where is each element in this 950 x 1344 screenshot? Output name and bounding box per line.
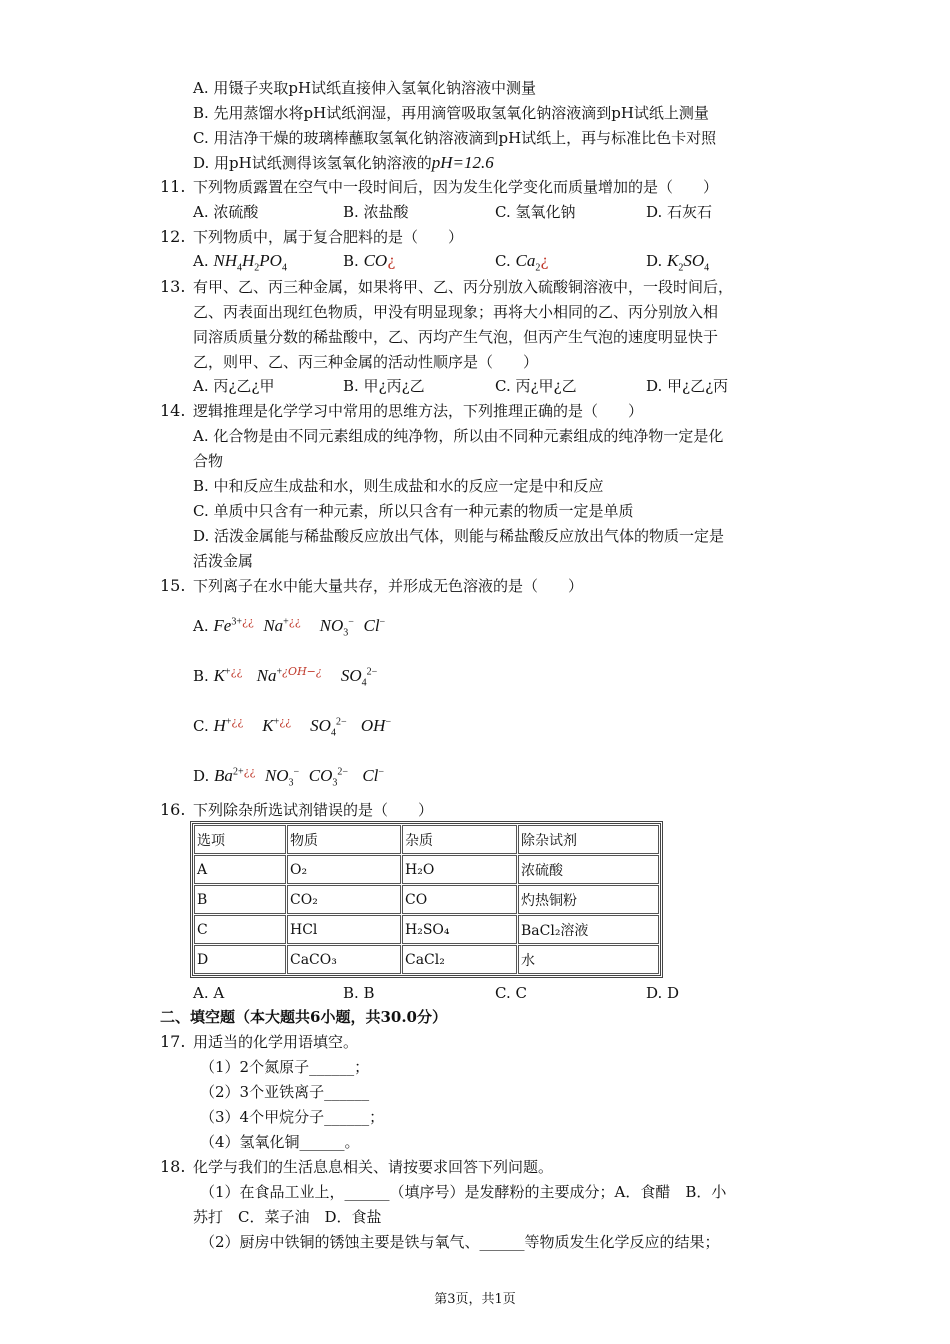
q18-part-1-line2: 苏打 C．菜子油 D．食盐 xyxy=(193,1208,382,1226)
q13-line-1: 有甲、乙、丙三种金属，如果将甲、乙、丙分别放入硫酸铜溶液中，一段时间后， xyxy=(193,278,734,296)
q13-number: 13. xyxy=(160,277,186,296)
q16-number: 16. xyxy=(160,800,186,819)
table-header-cell: 除杂试剂 xyxy=(518,825,659,854)
q15-option-c xyxy=(193,712,391,743)
table-cell: H₂SO₄ xyxy=(402,915,517,944)
q14-option-a-line1: A. 化合物是由不同元素组成的纯净物，所以由不同种元素组成的纯净物一定是化 xyxy=(193,427,724,445)
page-footer: 第3页，共1页 xyxy=(434,1292,516,1307)
table-header-cell: 选项 xyxy=(194,825,286,854)
charge: + xyxy=(225,716,232,728)
garbled-char: ¿ xyxy=(540,252,549,270)
q14-option-a-line2: 合物 xyxy=(193,452,224,470)
q15-option-c-label: C. xyxy=(193,717,209,735)
q12-option-b xyxy=(343,251,395,271)
charge: 2− xyxy=(366,666,378,678)
q16-option-c: C. C xyxy=(495,984,527,1002)
q17-stem: 用适当的化学用语填空。 xyxy=(193,1033,359,1051)
ion: NO xyxy=(264,766,289,785)
subscript: 4 xyxy=(361,677,367,689)
q15-option-b xyxy=(193,662,377,693)
table-cell: 灼热铜粉 xyxy=(518,885,659,914)
q17-part-2: （2）3个亚铁离子______ xyxy=(200,1083,370,1101)
formula-part: NH xyxy=(213,251,238,270)
subscript: 4 xyxy=(330,727,336,739)
q12-option-a-label: A. xyxy=(193,252,209,270)
table-cell: CaCl₂ xyxy=(402,945,517,974)
q11-option-c: C. 氢氧化钠 xyxy=(495,203,576,221)
table-cell: B xyxy=(194,885,286,914)
subscript: 4 xyxy=(237,262,243,274)
q18-part-1-line1: （1）在食品工业上，______（填序号）是发酵粉的主要成分；A．食醋 B．小 xyxy=(200,1183,727,1201)
formula-part: Ca xyxy=(515,251,536,270)
garbled-char: ¿¿ xyxy=(241,615,254,628)
q13-option-d: D. 甲¿乙¿丙 xyxy=(646,377,729,395)
table-cell: CaCO₃ xyxy=(287,945,401,974)
subscript: 4 xyxy=(704,262,710,274)
ion: K xyxy=(262,716,274,735)
q15-option-a xyxy=(193,612,385,643)
q16-option-a: A. A xyxy=(193,984,225,1002)
q14-option-b: B. 中和反应生成盐和水，则生成盐和水的反应一定是中和反应 xyxy=(193,477,604,495)
table-header-cell: 物质 xyxy=(287,825,401,854)
q17-part-3: （3）4个甲烷分子______； xyxy=(200,1108,385,1126)
q11-number: 11. xyxy=(160,177,186,196)
q12-option-d xyxy=(646,251,709,278)
garbled-char: ¿¿ xyxy=(279,715,292,728)
subscript: 3 xyxy=(288,777,294,789)
q16-option-b: B. B xyxy=(343,984,375,1002)
charge: + xyxy=(276,666,283,678)
q11-option-b: B. 浓盐酸 xyxy=(343,203,409,221)
formula-part: K xyxy=(667,251,679,270)
q10-option-c: C. 用洁净干燥的玻璃棒蘸取氢氧化钠溶液滴到pH试纸上，再与标准比色卡对照 xyxy=(193,129,717,147)
table-cell: C xyxy=(194,915,286,944)
q12-option-c-label: C. xyxy=(495,252,511,270)
q15-option-d xyxy=(193,762,384,793)
ion: SO xyxy=(310,716,331,735)
q16-option-d: D. D xyxy=(646,984,680,1002)
q13-option-c: C. 丙¿甲¿乙 xyxy=(495,377,577,395)
ion: Cl xyxy=(362,766,379,785)
section-heading: 二、填空题（本大题共6小题，共30.0分） xyxy=(160,1008,447,1026)
charge: + xyxy=(224,666,231,678)
subscript: 2 xyxy=(535,262,541,274)
table-row xyxy=(194,915,659,944)
q13-option-a: A. 丙¿乙¿甲 xyxy=(193,377,275,395)
q13-line-2: 乙、丙表面出现红色物质，甲没有明显现象；再将大小相同的乙、丙分别放入相 xyxy=(193,303,719,321)
table-row xyxy=(194,945,659,974)
q14-option-d-line2: 活泼金属 xyxy=(193,552,254,570)
q11-stem: 下列物质露置在空气中一段时间后，因为发生化学变化而质量增加的是（ ） xyxy=(193,178,719,196)
garbled-char: ¿ xyxy=(315,665,322,678)
q14-option-d-line1: D. 活泼金属能与稀盐酸反应放出气体，则能与稀盐酸反应放出气体的物质一定是 xyxy=(193,527,725,545)
formula-part: H xyxy=(242,251,255,270)
charge: − xyxy=(293,766,300,778)
table-cell: H₂O xyxy=(402,855,517,884)
q12-option-c xyxy=(495,251,548,278)
table-cell: CO₂ xyxy=(287,885,401,914)
ion: Na xyxy=(263,616,284,635)
q11-option-a: A. 浓硫酸 xyxy=(193,203,259,221)
impurity-table xyxy=(190,821,663,978)
q14-number: 14. xyxy=(160,401,186,420)
q14-stem: 逻辑推理是化学学习中常用的思维方法，下列推理正确的是（ ） xyxy=(193,402,644,420)
q15-stem: 下列离子在水中能大量共存，并形成无色溶液的是（ ） xyxy=(193,577,584,595)
formula-part: CO xyxy=(363,251,388,270)
garbled-char: ¿¿ xyxy=(243,765,256,778)
q15-option-a-label: A. xyxy=(193,617,209,635)
garbled-char: ¿OH xyxy=(282,665,307,678)
q15-option-b-label: B. xyxy=(193,667,209,685)
charge: + xyxy=(273,716,280,728)
charge: − xyxy=(378,766,385,778)
q13-option-b: B. 甲¿丙¿乙 xyxy=(343,377,425,395)
ion: OH xyxy=(360,716,386,735)
q10-option-d xyxy=(193,153,494,173)
q14-option-c: C. 单质中只含有一种元素，所以只含有一种元素的物质一定是单质 xyxy=(193,502,634,520)
q12-option-d-label: D. xyxy=(646,252,663,270)
q18-part-2: （2）厨房中铁铜的锈蚀主要是铁与氧气、______等物质发生化学反应的结果； xyxy=(200,1233,720,1251)
q10-option-d-text: D. 用pH试纸测得该氢氧化钠溶液的 xyxy=(193,154,432,172)
q15-number: 15. xyxy=(160,576,186,595)
charge: + xyxy=(283,616,289,628)
q18-stem: 化学与我们的生活息息相关、请按要求回答下列问题。 xyxy=(193,1158,554,1176)
subscript: 3 xyxy=(343,627,349,639)
table-header-cell: 杂质 xyxy=(402,825,517,854)
q17-part-4: （4）氢氧化铜______。 xyxy=(200,1133,360,1151)
q16-stem: 下列除杂所选试剂错误的是（ ） xyxy=(193,801,434,819)
table-row xyxy=(194,885,659,914)
charge: 3+ xyxy=(231,616,242,628)
q17-number: 17. xyxy=(160,1032,186,1051)
table-cell: 浓硫酸 xyxy=(518,855,659,884)
table-cell: CO xyxy=(402,885,517,914)
ion: Ba xyxy=(214,766,233,785)
q13-line-4: 乙，则甲、乙、丙三种金属的活动性顺序是（ ） xyxy=(193,353,539,371)
charge: 2− xyxy=(337,766,348,778)
charge: 2+ xyxy=(232,766,244,778)
table-cell: BaCl₂溶液 xyxy=(518,915,659,944)
ion: Na xyxy=(256,666,277,685)
q11-option-d: D. 石灰石 xyxy=(646,203,713,221)
subscript: 3 xyxy=(332,777,338,789)
q12-option-a xyxy=(193,251,287,278)
q12-stem: 下列物质中，属于复合肥料的是（ ） xyxy=(193,228,464,246)
subscript: 4 xyxy=(281,262,287,274)
subscript: 2 xyxy=(678,262,684,274)
table-header-row xyxy=(194,825,659,854)
ion: CO xyxy=(308,766,333,785)
q10-option-d-math: pH=12.6 xyxy=(431,153,494,172)
q12-number: 12. xyxy=(160,227,186,246)
table-cell: HCl xyxy=(287,915,401,944)
q18-number: 18. xyxy=(160,1157,186,1176)
subscript: 2 xyxy=(254,262,260,274)
formula-part: SO xyxy=(683,251,705,270)
q15-option-d-label: D. xyxy=(193,767,210,785)
ion: Cl xyxy=(363,616,380,635)
formula-part: PO xyxy=(259,251,282,270)
ion: K xyxy=(213,666,225,685)
q13-line-3: 同溶质质量分数的稀盐酸中，乙、丙均产生气泡，但丙产生气泡的速度明显快于 xyxy=(193,328,719,346)
table-cell: A xyxy=(194,855,286,884)
ion: H xyxy=(213,716,226,735)
garbled-char: ¿¿ xyxy=(231,715,244,728)
table-cell: D xyxy=(194,945,286,974)
q10-option-a: A. 用镊子夹取pH试纸直接伸入氢氧化钠溶液中测量 xyxy=(193,79,537,97)
table-cell: 水 xyxy=(518,945,659,974)
garbled-char: ¿¿ xyxy=(230,665,243,678)
charge: 2− xyxy=(335,716,347,728)
garbled-char: ¿ xyxy=(387,252,396,270)
q10-option-b: B. 先用蒸馏水将pH试纸润湿，再用滴管吸取氢氧化钠溶液滴到pH试纸上测量 xyxy=(193,104,709,122)
charge: − xyxy=(385,716,392,728)
table-row xyxy=(194,855,659,884)
charge: − xyxy=(306,665,316,678)
charge: − xyxy=(348,616,354,628)
ion: SO xyxy=(340,666,362,685)
charge: − xyxy=(379,616,386,628)
q17-part-1: （1）2个氮原子______； xyxy=(200,1058,370,1076)
garbled-char: ¿¿ xyxy=(288,615,301,628)
ion: NO xyxy=(319,616,344,635)
ion: Fe xyxy=(213,616,232,635)
q12-option-b-label: B. xyxy=(343,252,359,270)
table-cell: O₂ xyxy=(287,855,401,884)
